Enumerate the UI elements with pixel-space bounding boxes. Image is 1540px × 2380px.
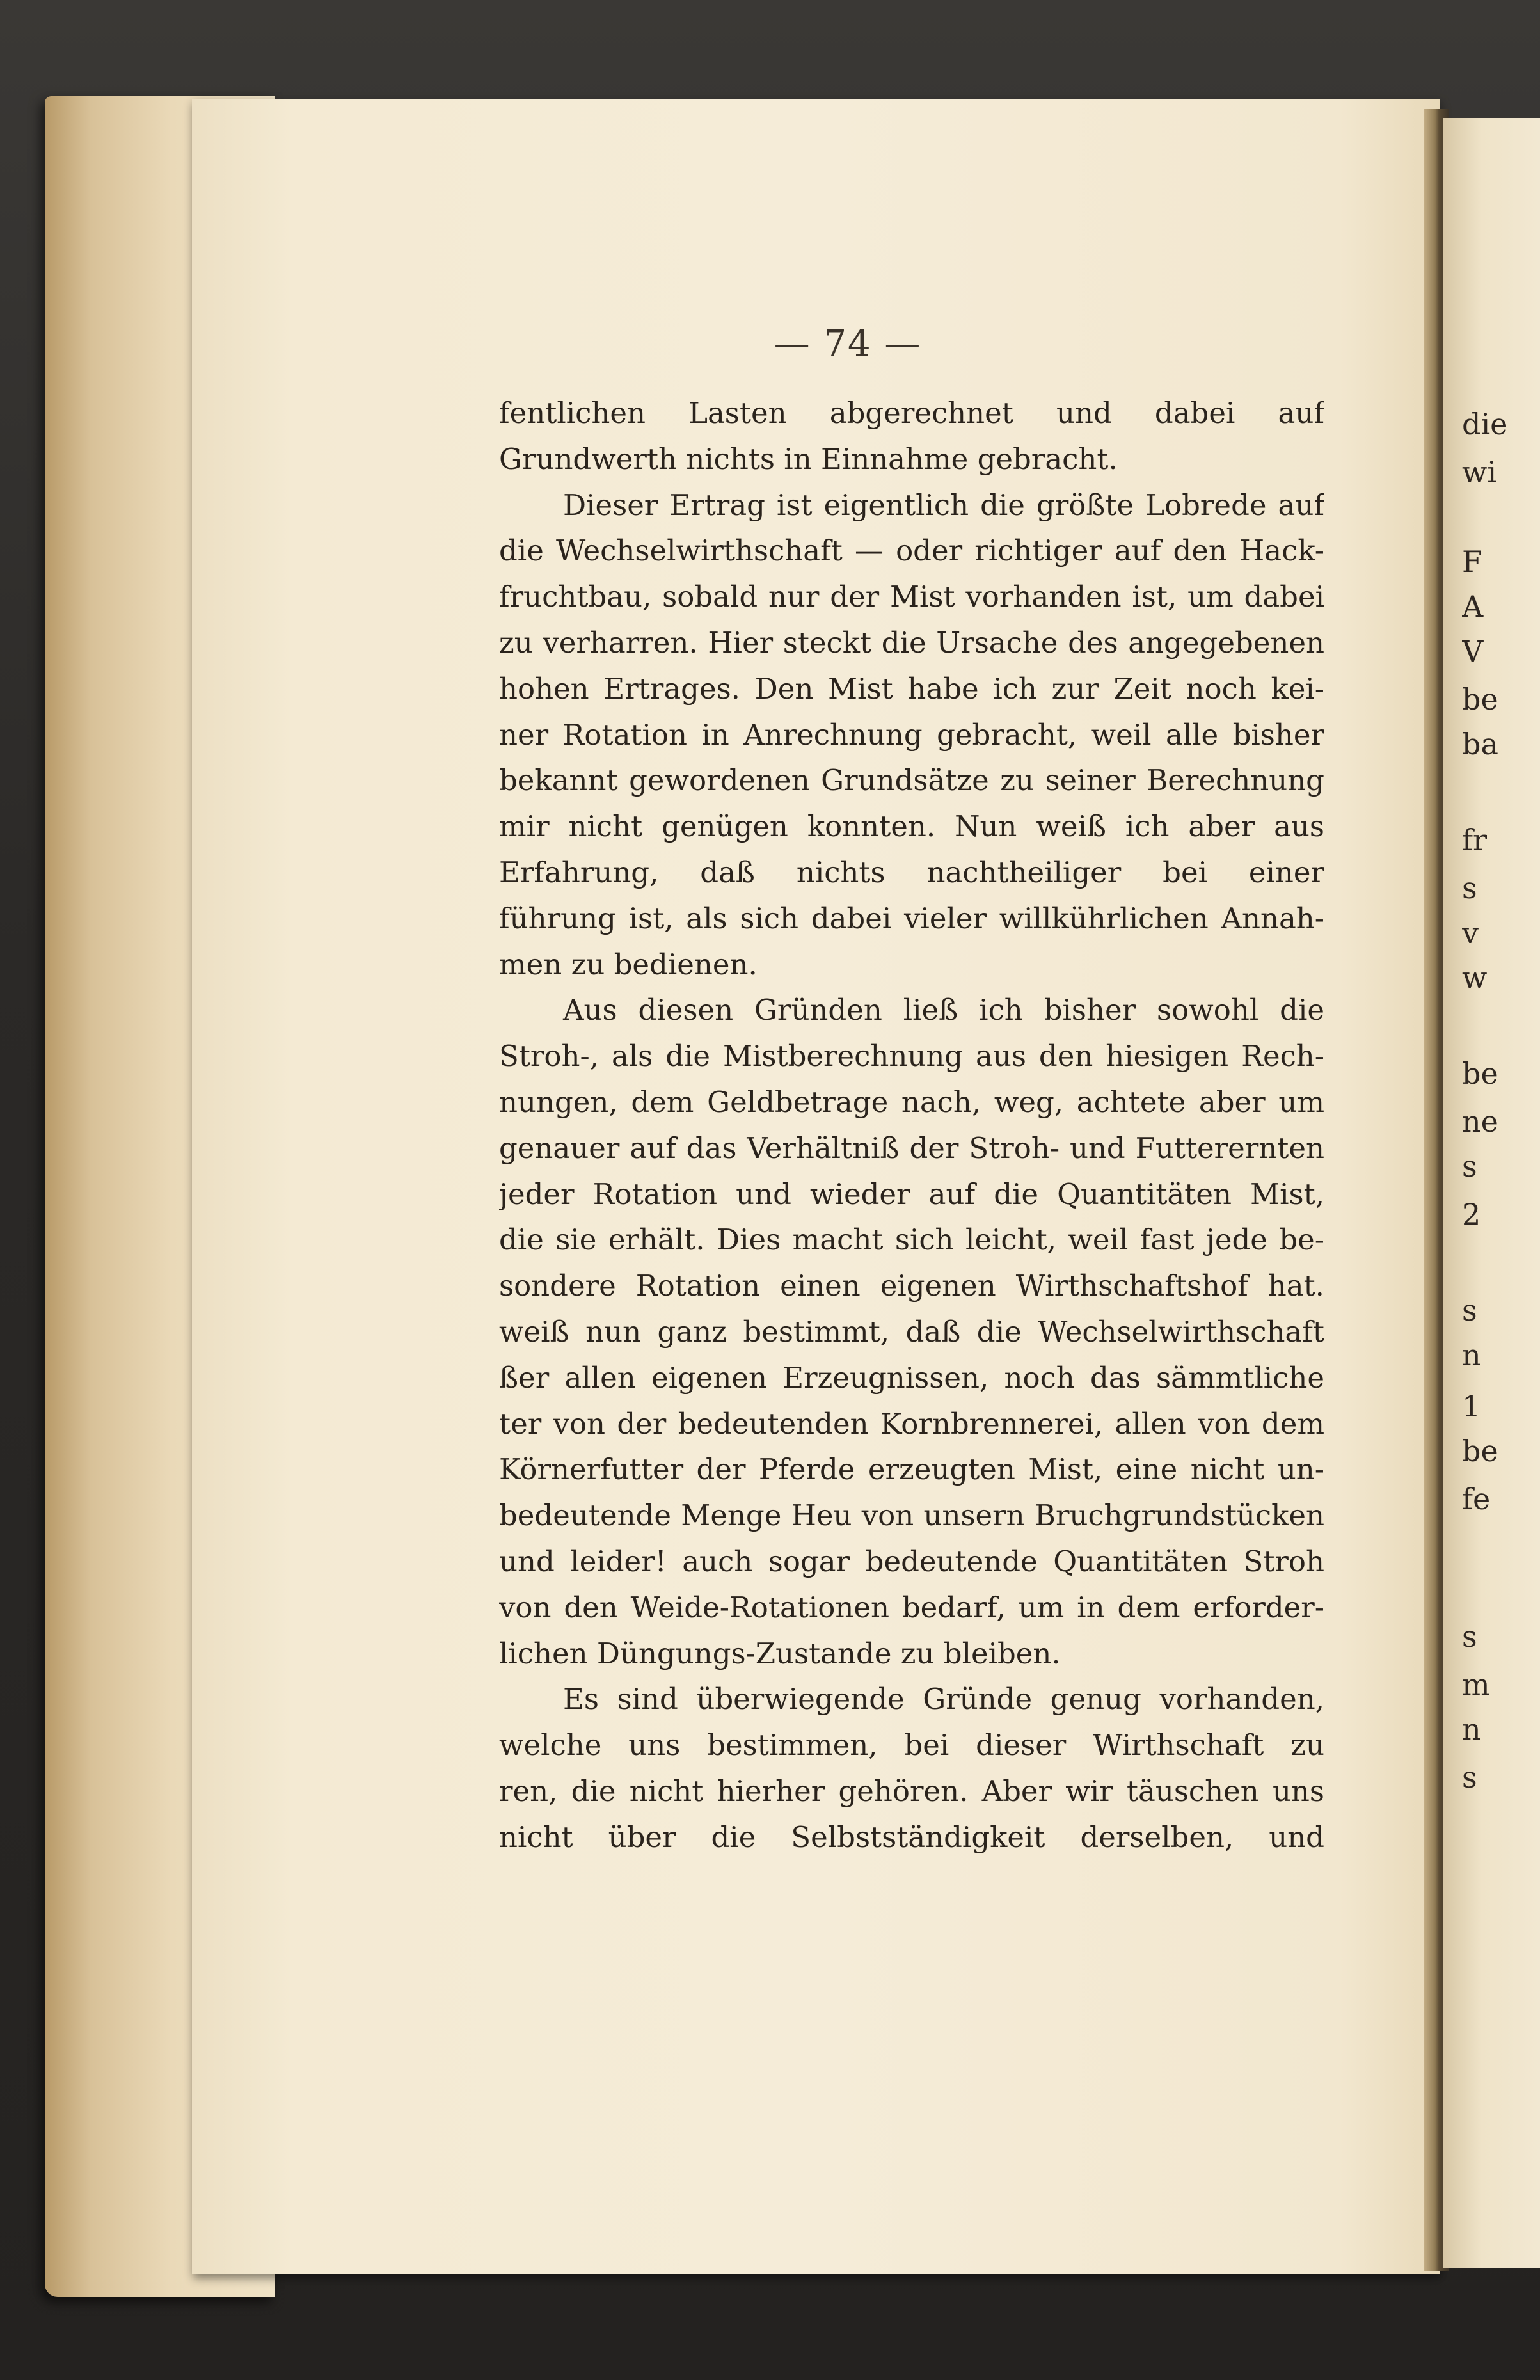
facing-page-fragment: fe xyxy=(1462,1484,1491,1514)
facing-page-fragment: s xyxy=(1462,1152,1477,1181)
text-line: men zu bedienen. xyxy=(499,947,758,981)
facing-page-fragment: be xyxy=(1462,1436,1498,1466)
facing-page-fragment: wi xyxy=(1462,457,1497,487)
facing-page-fragment: F xyxy=(1462,547,1482,576)
body-text xyxy=(499,390,1324,1860)
text-line: fentlichen Lasten abgerechnet und dabei auf xyxy=(499,396,1324,430)
text-line: Dieser Ertrag ist eigentlich die größte Lobrede auf xyxy=(563,488,1324,522)
text-line: bedeutende Menge Heu von unsern Bruchgrundstücken xyxy=(499,1498,1324,1533)
text-line: Erfahrung, daß nichts nachtheiliger bei einer xyxy=(499,855,1324,889)
text-line: die Wechselwirthschaft — oder richtiger auf den Hack- xyxy=(499,534,1324,568)
text-line: ren, die nicht hierher gehören. Aber wir täuschen uns xyxy=(499,1773,1324,1808)
text-line: Es sind überwiegende Gründe genug vorhanden, xyxy=(563,1682,1324,1717)
page-number: — 74 — xyxy=(774,323,922,365)
text-line: von den Weide-Rotationen bedarf, um in dem erforder- xyxy=(499,1590,1324,1624)
facing-page-fragment: s xyxy=(1462,1296,1477,1325)
facing-page-fragment: ne xyxy=(1462,1107,1498,1136)
facing-page-fragment: s xyxy=(1462,1622,1477,1651)
text-line: welche uns bestimmen, bei dieser Wirthschaft zu xyxy=(499,1728,1324,1763)
text-line: Stroh-, als die Mistberechnung aus den hiesigen Rech- xyxy=(499,1039,1324,1074)
facing-page-fragment: V xyxy=(1462,637,1484,666)
text-line: führung ist, als sich dabei vieler willkührlichen Annah- xyxy=(499,901,1324,935)
text-line: Grundwerth nichts in Einnahme gebracht. xyxy=(499,441,1118,476)
text-line: ter von der bedeutenden Kornbrennerei, allen von dem xyxy=(499,1406,1324,1441)
text-line: nungen, dem Geldbetrage nach, weg, achtete aber um xyxy=(499,1084,1324,1119)
text-line: genauer auf das Verhältniß der Stroh- und Futterernten xyxy=(499,1130,1324,1165)
facing-page-fragment: w xyxy=(1462,963,1488,992)
facing-page-fragment: die xyxy=(1462,409,1508,439)
text-line: sondere Rotation einen eigenen Wirthschaftshof hat. xyxy=(499,1269,1324,1303)
facing-page-fragment: n xyxy=(1462,1715,1481,1744)
text-line: ßer allen eigenen Erzeugnissen, noch das sämmtliche xyxy=(499,1360,1324,1395)
text-line: bekannt gewordenen Grundsätze zu seiner Berechnung xyxy=(499,763,1324,798)
text-line: zu verharren. Hier steckt die Ursache des angegebenen xyxy=(499,625,1324,660)
text-line: nicht über die Selbstständigkeit derselben, und xyxy=(499,1820,1324,1854)
facing-page-fragment: be xyxy=(1462,1059,1498,1088)
facing-page-fragment: n xyxy=(1462,1340,1481,1370)
text-line: die sie erhält. Dies macht sich leicht, weil fast jede be- xyxy=(499,1223,1324,1257)
facing-page-fragment: s xyxy=(1462,873,1477,903)
text-line: ner Rotation in Anrechnung gebracht, weil alle bisher xyxy=(499,717,1324,752)
text-line: mir nicht genügen konnten. Nun weiß ich aber aus xyxy=(499,809,1324,844)
text-line: Aus diesen Gründen ließ ich bisher sowohl die xyxy=(563,993,1324,1027)
facing-page-fragment: ba xyxy=(1462,729,1498,759)
facing-page-fragment: fr xyxy=(1462,825,1488,855)
text-line: hohen Ertrages. Den Mist habe ich zur Zeit noch kei- xyxy=(499,671,1324,706)
facing-page-fragment: 2 xyxy=(1462,1200,1481,1229)
text-line: Körnerfutter der Pferde erzeugten Mist, eine nicht un- xyxy=(499,1452,1324,1487)
facing-page-edge xyxy=(1443,118,1540,2268)
text-line: und leider! auch sogar bedeutende Quantitäten Stroh xyxy=(499,1544,1324,1578)
facing-page-fragment: be xyxy=(1462,685,1498,714)
text-line: fruchtbau, sobald nur der Mist vorhanden ist, um dabei xyxy=(499,580,1324,614)
facing-page-fragment: v xyxy=(1462,918,1479,948)
text-line: jeder Rotation und wieder auf die Quantitäten Mist, xyxy=(499,1177,1324,1211)
facing-page-fragment: s xyxy=(1462,1763,1477,1792)
facing-page-fragment: 1 xyxy=(1462,1392,1481,1421)
text-line: weiß nun ganz bestimmt, daß die Wechselwirthschaft xyxy=(499,1314,1324,1349)
text-line: lichen Düngungs-Zustande zu bleiben. xyxy=(499,1636,1061,1670)
facing-page-fragment: m xyxy=(1462,1670,1490,1699)
facing-page-fragment: A xyxy=(1462,592,1484,621)
